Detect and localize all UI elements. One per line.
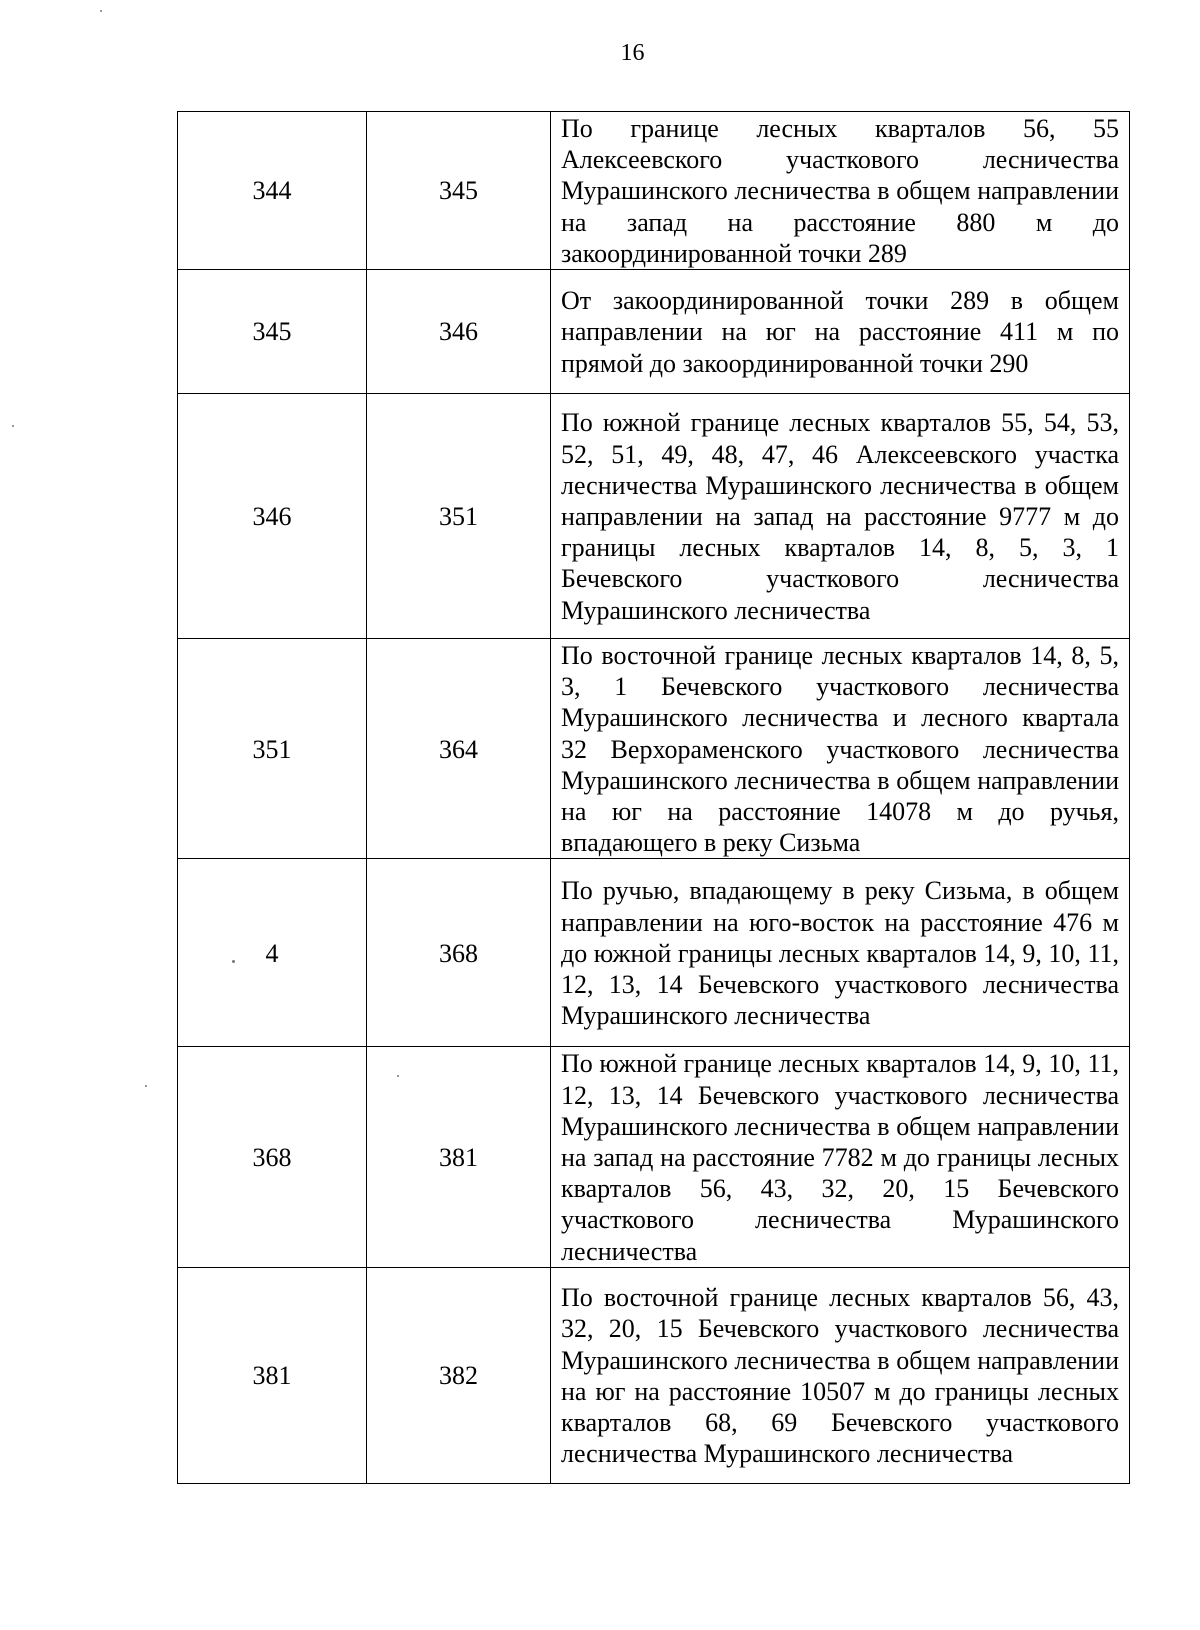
to-point-cell: 382 <box>367 1267 551 1483</box>
scan-speck <box>145 1085 147 1087</box>
to-point-cell: 381 <box>367 1047 551 1267</box>
from-point-cell: 344 <box>178 112 367 270</box>
boundary-description-cell: По восточной границе лесных кварталов 14, 8, 5, 3, 1 Бечевского участкового лесничества Мурашинского лесничества и лесного квартала 32 Верхораменского участкового лесничества Мурашинского лесничества в общем направлении на юг на расстояние 14078 м до ручья, впадающего в реку Сизьма <box>551 639 1130 859</box>
scan-speck <box>397 1075 399 1077</box>
table-row <box>178 859 1130 1047</box>
table-row <box>178 394 1130 639</box>
boundary-description-table <box>177 111 1130 1484</box>
from-point-cell: 346 <box>178 394 367 639</box>
scan-speck <box>232 960 235 963</box>
from-point-cell: 4 <box>178 859 367 1047</box>
boundary-description-cell: По южной границе лесных кварталов 14, 9, 10, 11, 12, 13, 14 Бечевского участкового лесничества Мурашинского лесничества в общем направлении на запад на расстояние 7782 м до границы лесных кварталов 56, 43, 32, 20, 15 Бечевского участкового лесничества Мурашинского лесничества <box>551 1047 1130 1267</box>
table-row <box>178 1047 1130 1267</box>
to-point-cell: 346 <box>367 270 551 394</box>
table-row <box>178 639 1130 859</box>
table-row <box>178 1267 1130 1483</box>
from-point-cell: 345 <box>178 270 367 394</box>
from-point-cell: 368 <box>178 1047 367 1267</box>
table-row <box>178 270 1130 394</box>
scan-speck <box>100 10 102 12</box>
to-point-cell: 345 <box>367 112 551 270</box>
scan-speck <box>12 425 14 427</box>
boundary-description-cell: По границе лесных кварталов 56, 55 Алексеевского участкового лесничества Мурашинского лесничества в общем направлении на запад на расстояние 880 м до закоординированной точки 289 <box>551 112 1130 270</box>
to-point-cell: 364 <box>367 639 551 859</box>
table-row <box>178 112 1130 270</box>
from-point-cell: 351 <box>178 639 367 859</box>
to-point-cell: 351 <box>367 394 551 639</box>
boundary-description-cell: По восточной границе лесных кварталов 56, 43, 32, 20, 15 Бечевского участкового лесничества Мурашинского лесничества в общем направлении на юг на расстояние 10507 м до границы лесных кварталов 68, 69 Бечевского участкового лесничества Мурашинского лесничества <box>551 1267 1130 1483</box>
to-point-cell: 368 <box>367 859 551 1047</box>
from-point-cell: 381 <box>178 1267 367 1483</box>
page-number: 16 <box>620 40 645 66</box>
boundary-description-cell: По ручью, впадающему в реку Сизьма, в общем направлении на юго-восток на расстояние 476 м до южной границы лесных кварталов 14, 9, 10, 11, 12, 13, 14 Бечевского участкового лесничества Мурашинского лесничества <box>551 859 1130 1047</box>
boundary-description-cell: От закоординированной точки 289 в общем направлении на юг на расстояние 411 м по прямой до закоординированной точки 290 <box>551 270 1130 394</box>
boundary-description-cell: По южной границе лесных кварталов 55, 54, 53, 52, 51, 49, 48, 47, 46 Алексеевского участка лесничества Мурашинского лесничества в общем направлении на запад на расстояние 9777 м до границы лесных кварталов 14, 8, 5, 3, 1 Бечевского участкового лесничества Мурашинского лесничества <box>551 394 1130 639</box>
